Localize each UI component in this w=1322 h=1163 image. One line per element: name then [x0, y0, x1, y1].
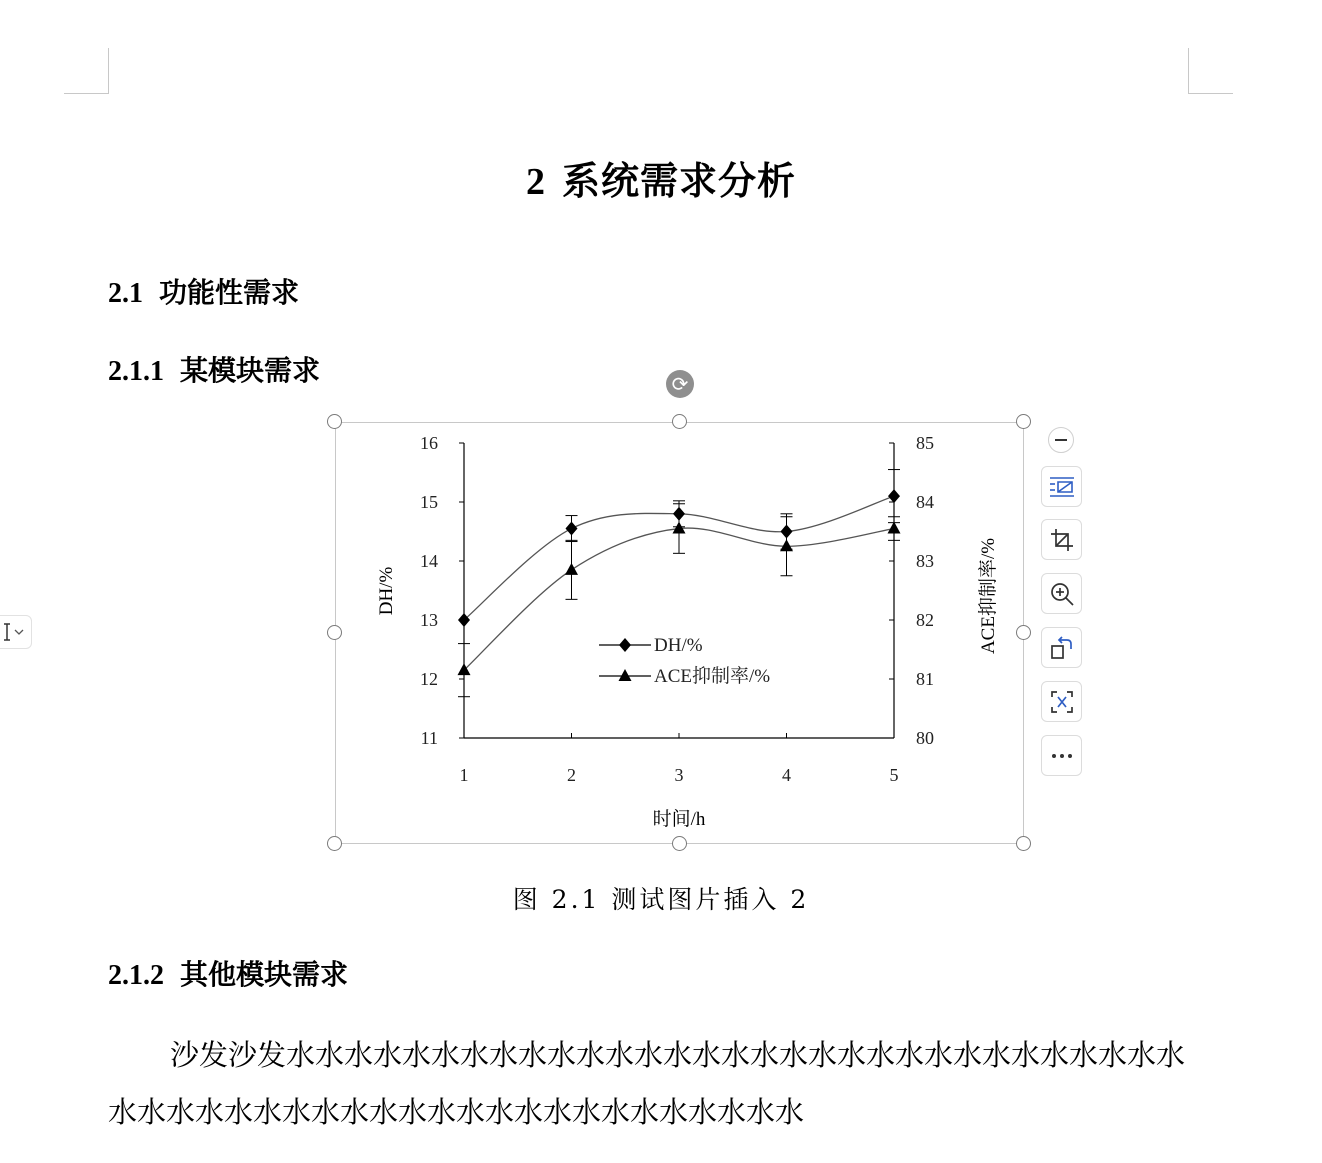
layout-option-control[interactable]: [0, 615, 32, 649]
x-tick-label: 4: [782, 765, 791, 785]
rotate-handle-icon[interactable]: ⟳: [666, 370, 694, 398]
section-heading[interactable]: [108, 271, 299, 311]
text-wrap-icon[interactable]: [1041, 466, 1082, 507]
page-corner-mark-top-left: [64, 48, 109, 94]
x-tick-label: 5: [889, 765, 899, 785]
crop-icon[interactable]: [1041, 519, 1082, 560]
page-corner-mark-top-right: [1188, 48, 1233, 94]
dh-point: [566, 522, 578, 536]
legend-marker: [619, 638, 631, 652]
extract-text-icon[interactable]: [1041, 681, 1082, 722]
dh-point: [458, 613, 470, 627]
y2-tick-label: 84: [916, 492, 934, 512]
legend-marker: [619, 669, 632, 681]
subsection-title-1: 某模块需求: [180, 354, 321, 387]
x-axis-label: 时间/h: [652, 809, 706, 830]
x-tick-label: 3: [674, 765, 684, 785]
y2-tick-label: 82: [916, 610, 934, 630]
subsection-title-2: 其他模块需求: [180, 958, 349, 991]
dh-point: [888, 489, 900, 503]
y-axis-label: DH/%: [376, 566, 397, 616]
x-tick-label: 1: [459, 765, 469, 785]
legend-entry: ACE抑制率/%: [654, 666, 771, 687]
more-icon[interactable]: [1041, 735, 1082, 776]
chart: [336, 423, 1022, 841]
y-tick-label: 16: [420, 433, 438, 453]
subsection-number-2: 2.1.2: [108, 960, 164, 991]
collapse-icon[interactable]: [1048, 427, 1074, 453]
y2-tick-label: 83: [916, 551, 934, 571]
chapter-heading[interactable]: [0, 150, 1322, 205]
chevron-down-icon: [14, 629, 24, 635]
y2-tick-label: 80: [916, 728, 934, 748]
body-paragraph[interactable]: 沙发沙发水水水水水水水水水水水水水水水水水水水水水水水水水水水水水水水水水水水水水水水水水水水水水水水水水水水水水水水: [108, 1038, 1186, 1129]
chapter-title: 系统需求分析: [561, 158, 796, 203]
y-tick-label: 13: [420, 610, 438, 630]
anchor-icon: [3, 622, 11, 642]
subsection-heading-1[interactable]: [108, 349, 320, 389]
ace-point: [565, 563, 578, 575]
subsection-number-1: 2.1.1: [108, 356, 164, 387]
section-number: 2.1: [108, 278, 143, 309]
legend-entry: DH/%: [654, 635, 703, 656]
section-title: 功能性需求: [159, 276, 300, 309]
rotate-icon[interactable]: [1041, 627, 1082, 668]
x-tick-label: 2: [567, 765, 576, 785]
y2-tick-label: 81: [916, 669, 934, 689]
y-tick-label: 12: [420, 669, 438, 689]
y2-tick-label: 85: [916, 433, 934, 453]
zoom-in-icon[interactable]: [1041, 573, 1082, 614]
ace-point: [780, 539, 793, 551]
ace-point: [888, 522, 901, 534]
y-tick-label: 15: [420, 492, 438, 512]
y-tick-label: 11: [420, 728, 438, 748]
figure-caption: 图 2.1 测试图片插入 2: [512, 885, 810, 914]
y2-axis-label: ACE抑制率/%: [978, 537, 999, 655]
subsection-heading-2[interactable]: [108, 953, 348, 993]
y-tick-label: 14: [420, 551, 438, 571]
chapter-number: 2: [525, 161, 546, 203]
